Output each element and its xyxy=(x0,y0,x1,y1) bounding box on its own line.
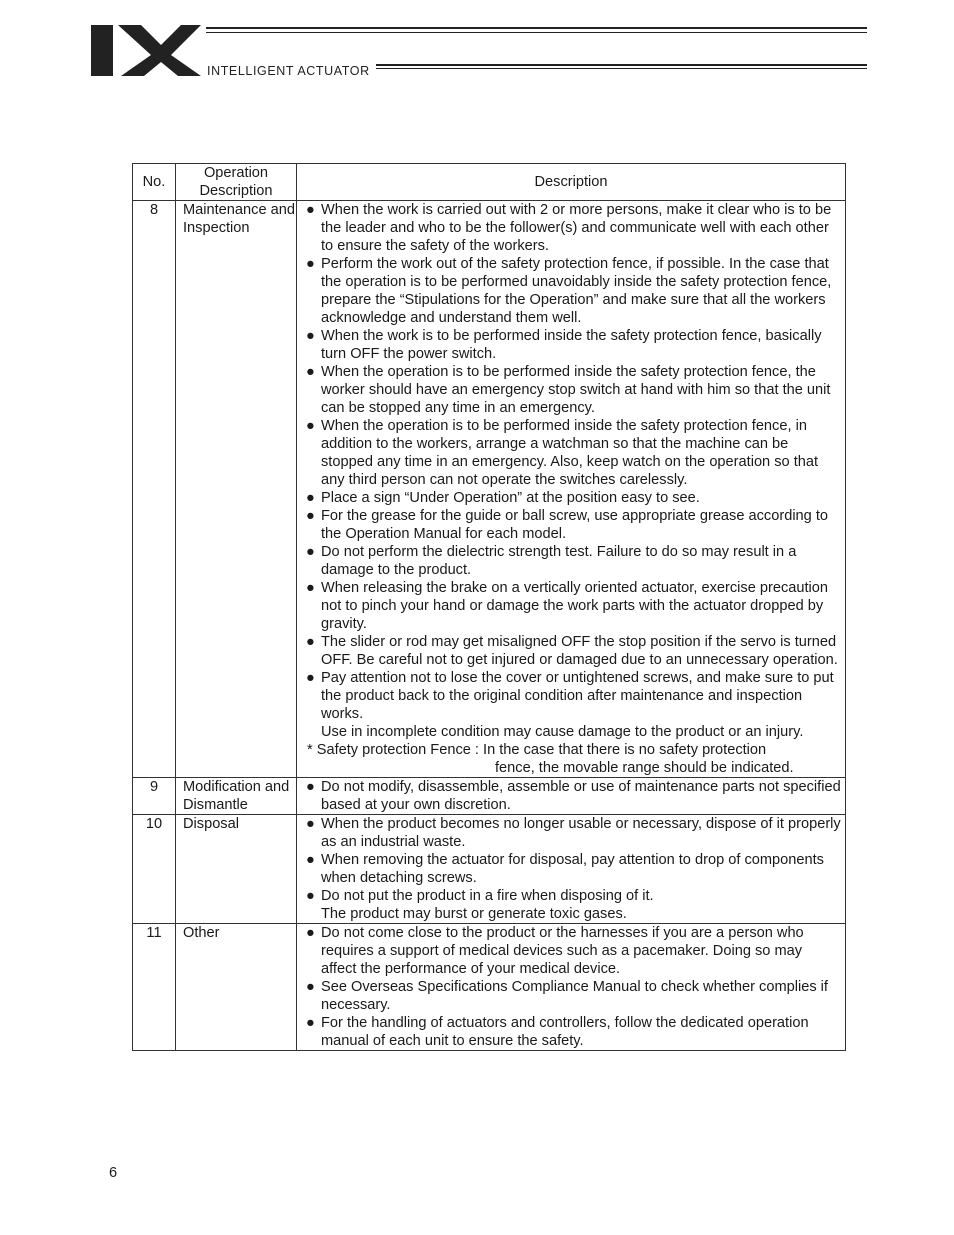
list-item: ● When releasing the brake on a vertically oriented actuator, exercise precaution not to pinch your hand or damage the work parts with the actuator dropped by gravity. xyxy=(306,580,829,632)
bullet-icon: ● xyxy=(306,256,315,272)
list-item: ● Do not perform the dielectric strength test. Failure to do so may result in a damage to the product. xyxy=(306,544,797,578)
ix-logo xyxy=(91,25,201,76)
bullet-icon: ● xyxy=(306,490,315,506)
table-row xyxy=(133,201,846,778)
bullet-icon: ● xyxy=(306,670,315,686)
bullet-icon: ● xyxy=(306,580,315,596)
bullet-icon: ● xyxy=(306,852,315,868)
row-number: 10 xyxy=(133,815,176,924)
list-item: ● When the work is to be performed inside the safety protection fence, basically turn OFF the power switch. xyxy=(306,328,822,362)
bullet-icon: ● xyxy=(306,418,315,434)
page-number: 6 xyxy=(109,1165,118,1181)
header-rule xyxy=(206,32,867,33)
row-number: 8 xyxy=(133,201,176,778)
continuation-text: Use in incomplete condition may cause damage to the product or an injury. xyxy=(321,724,804,740)
list-item: ● Perform the work out of the safety protection fence, if possible. In the case that the operation is to be performed unavoidably inside the safety protection fence, prepare the “Stipulations for the Operation” and make sure that all the workers acknowledge and understand them well. xyxy=(306,256,832,326)
description-cell xyxy=(297,924,846,1051)
table-row xyxy=(133,815,846,924)
brand-name: INTELLIGENT ACTUATOR xyxy=(207,64,370,78)
table-row xyxy=(133,924,846,1051)
bullet-icon: ● xyxy=(306,544,315,560)
list-item: ● When removing the actuator for disposal, pay attention to drop of components when detaching screws. xyxy=(306,852,824,886)
description-cell xyxy=(297,778,846,815)
bullet-icon: ● xyxy=(306,816,315,832)
operation-name: Maintenance and Inspection xyxy=(176,201,297,778)
bullet-icon: ● xyxy=(306,979,315,995)
operation-name: Modification and Dismantle xyxy=(176,778,297,815)
header-description: Description xyxy=(297,164,846,201)
footnote-text: * Safety protection Fence : In the case that there is no safety protection xyxy=(307,742,767,758)
bullet-icon: ● xyxy=(306,364,315,380)
continuation-text: The product may burst or generate toxic gases. xyxy=(321,906,627,922)
list-item: ● See Overseas Specifications Compliance Manual to check whether complies if necessary. xyxy=(306,979,828,1013)
table-row xyxy=(133,778,846,815)
list-item: ● When the operation is to be performed inside the safety protection fence, in addition to the workers, arrange a watchman so that the machine can be stopped any time in an emergency. Also, keep watch on the operation so that any third person can not operate the switches carelessly. xyxy=(306,418,819,488)
list-item: ● Do not modify, disassemble, assemble or use of maintenance parts not specified based at your own discretion. xyxy=(306,779,841,813)
bullet-icon: ● xyxy=(306,888,315,904)
list-item: ● Do not put the product in a fire when disposing of it. xyxy=(306,888,654,904)
list-item: ● When the operation is to be performed inside the safety protection fence, the worker should have an emergency stop switch at hand with him so that the unit can be stopped any time in an emergency. xyxy=(306,364,831,416)
footnote-text: fence, the movable range should be indicated. xyxy=(495,760,794,776)
header-operation: Operation Description xyxy=(176,164,297,201)
operation-name: Other xyxy=(176,924,297,1051)
header-rule xyxy=(376,68,867,69)
table-header-row xyxy=(133,164,846,201)
bullet-icon: ● xyxy=(306,202,315,218)
bullet-icon: ● xyxy=(306,634,315,650)
list-item: ● When the product becomes no longer usable or necessary, dispose of it properly as an industrial waste. xyxy=(306,816,841,850)
list-item: ● Do not come close to the product or the harnesses if you are a person who requires a support of medical devices such as a pacemaker. Doing so may affect the performance of your medical device. xyxy=(306,925,804,977)
bullet-icon: ● xyxy=(306,508,315,524)
row-number: 11 xyxy=(133,924,176,1051)
list-item: ● For the grease for the guide or ball screw, use appropriate grease according to the Operation Manual for each model. xyxy=(306,508,829,542)
list-item: ● Pay attention not to lose the cover or untightened screws, and make sure to put the product back to the original condition after maintenance and inspection works. xyxy=(306,670,834,722)
list-item: ● The slider or rod may get misaligned OFF the stop position if the servo is turned OFF. Be careful not to get injured or damaged due to an unnecessary operation. xyxy=(306,634,838,668)
bullet-icon: ● xyxy=(306,925,315,941)
bullet-icon: ● xyxy=(306,779,315,795)
description-cell xyxy=(297,201,846,778)
row-number: 9 xyxy=(133,778,176,815)
header-rule xyxy=(376,64,867,66)
safety-table xyxy=(132,163,846,1051)
list-item: ● When the work is carried out with 2 or more persons, make it clear who is to be the leader and who to be the follower(s) and communicate well with each other to ensure the safety of the workers. xyxy=(306,202,832,254)
description-cell xyxy=(297,815,846,924)
list-item: ● For the handling of actuators and controllers, follow the dedicated operation manual of each unit to ensure the safety. xyxy=(306,1015,809,1049)
operation-name: Disposal xyxy=(176,815,297,924)
bullet-icon: ● xyxy=(306,1015,315,1031)
bullet-icon: ● xyxy=(306,328,315,344)
header-no: No. xyxy=(133,164,176,201)
header-rule xyxy=(206,27,867,29)
list-item: ● Place a sign “Under Operation” at the position easy to see. xyxy=(306,490,700,506)
